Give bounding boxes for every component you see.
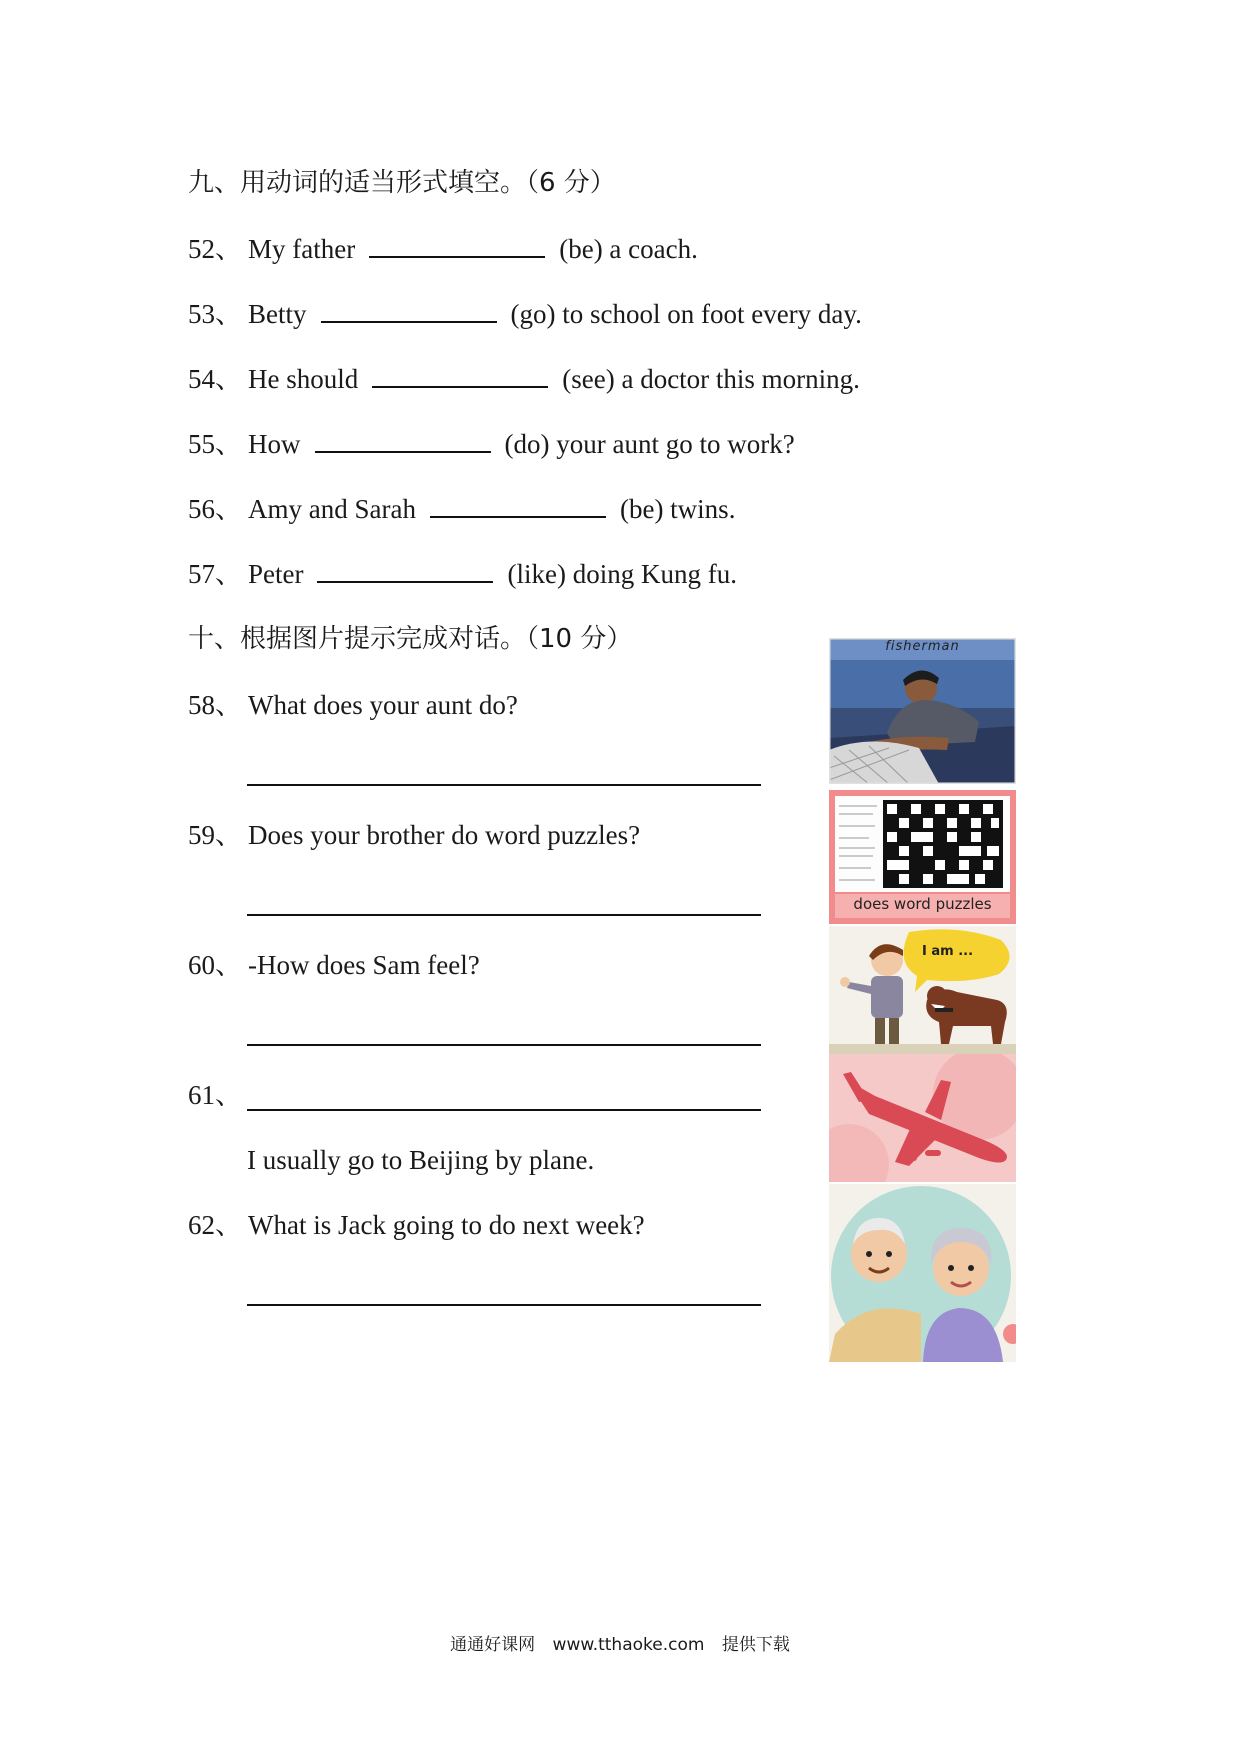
question-number: 61、 [188, 1080, 242, 1110]
question-59 [188, 818, 640, 852]
question-text-before: My father [248, 234, 356, 264]
question-61-answer: I usually go to Beijing by plane. [247, 1145, 595, 1175]
question-text-before: He should [248, 364, 359, 394]
question-number: 62、 [188, 1210, 242, 1240]
question-text: What does your aunt do? [248, 690, 518, 720]
question-number: 52、 [188, 234, 242, 264]
answer-line-62[interactable] [247, 1304, 761, 1306]
question-text-after: (like) doing Kung fu. [507, 559, 737, 589]
question-text: -How does Sam feel? [248, 950, 480, 980]
question-text-after: (see) a doctor this morning. [562, 364, 860, 394]
answer-blank[interactable] [369, 232, 545, 258]
question-number: 59、 [188, 820, 242, 850]
question-text: Does your brother do word puzzles? [248, 820, 641, 850]
scared-boy-picture [829, 926, 1016, 1054]
question-58 [188, 688, 518, 722]
fisherman-picture [829, 638, 1016, 784]
answer-blank[interactable] [372, 362, 548, 388]
question-52 [188, 232, 698, 266]
question-text-after: (be) a coach. [559, 234, 698, 264]
answer-blank[interactable] [321, 297, 497, 323]
question-60 [188, 948, 480, 982]
word-puzzle-picture [829, 790, 1016, 924]
question-number: 60、 [188, 950, 242, 980]
question-54 [188, 362, 860, 396]
grandparents-picture [829, 1184, 1016, 1362]
question-text-before: How [248, 429, 301, 459]
question-text-before: Betty [248, 299, 307, 329]
question-55 [188, 427, 795, 461]
section-10-heading: 十、根据图片提示完成对话。（10 分） [188, 624, 633, 654]
answer-blank[interactable] [430, 492, 606, 518]
question-number: 56、 [188, 494, 242, 524]
question-text-after: (be) twins. [619, 494, 736, 524]
answer-line-60[interactable] [247, 1044, 761, 1046]
question-57 [188, 557, 737, 591]
question-text-before: Amy and Sarah [248, 494, 416, 524]
question-number: 53、 [188, 299, 242, 329]
section-9-heading: 九、用动词的适当形式填空。（6 分） [188, 168, 616, 198]
question-62 [188, 1208, 645, 1242]
question-number: 57、 [188, 559, 242, 589]
footer-note: 提供下载 [721, 1635, 790, 1655]
plane-picture [829, 1054, 1016, 1182]
question-61 [188, 1078, 248, 1112]
question-56 [188, 492, 735, 526]
speech-bubble-text: I am ... [921, 944, 974, 959]
question-text-before: Peter [248, 559, 304, 589]
question-53 [188, 297, 862, 331]
fisherman-caption: fisherman [885, 639, 960, 654]
question-number: 54、 [188, 364, 242, 394]
question-number: 58、 [188, 690, 242, 720]
question-text-after: (go) to school on foot every day. [510, 299, 862, 329]
puzzle-caption: does word puzzles [853, 895, 992, 913]
answer-line-59[interactable] [247, 914, 761, 916]
footer-url[interactable]: www.tthaoke.com [552, 1635, 705, 1655]
question-text: What is Jack going to do next week? [248, 1210, 645, 1240]
answer-blank[interactable] [315, 427, 491, 453]
page-footer [0, 1630, 1240, 1655]
answer-line-58[interactable] [247, 784, 761, 786]
answer-line-61[interactable] [247, 1109, 761, 1111]
question-text-after: (do) your aunt go to work? [504, 429, 795, 459]
question-number: 55、 [188, 429, 242, 459]
footer-site-name: 通通好课网 [450, 1635, 536, 1655]
answer-blank[interactable] [317, 557, 493, 583]
